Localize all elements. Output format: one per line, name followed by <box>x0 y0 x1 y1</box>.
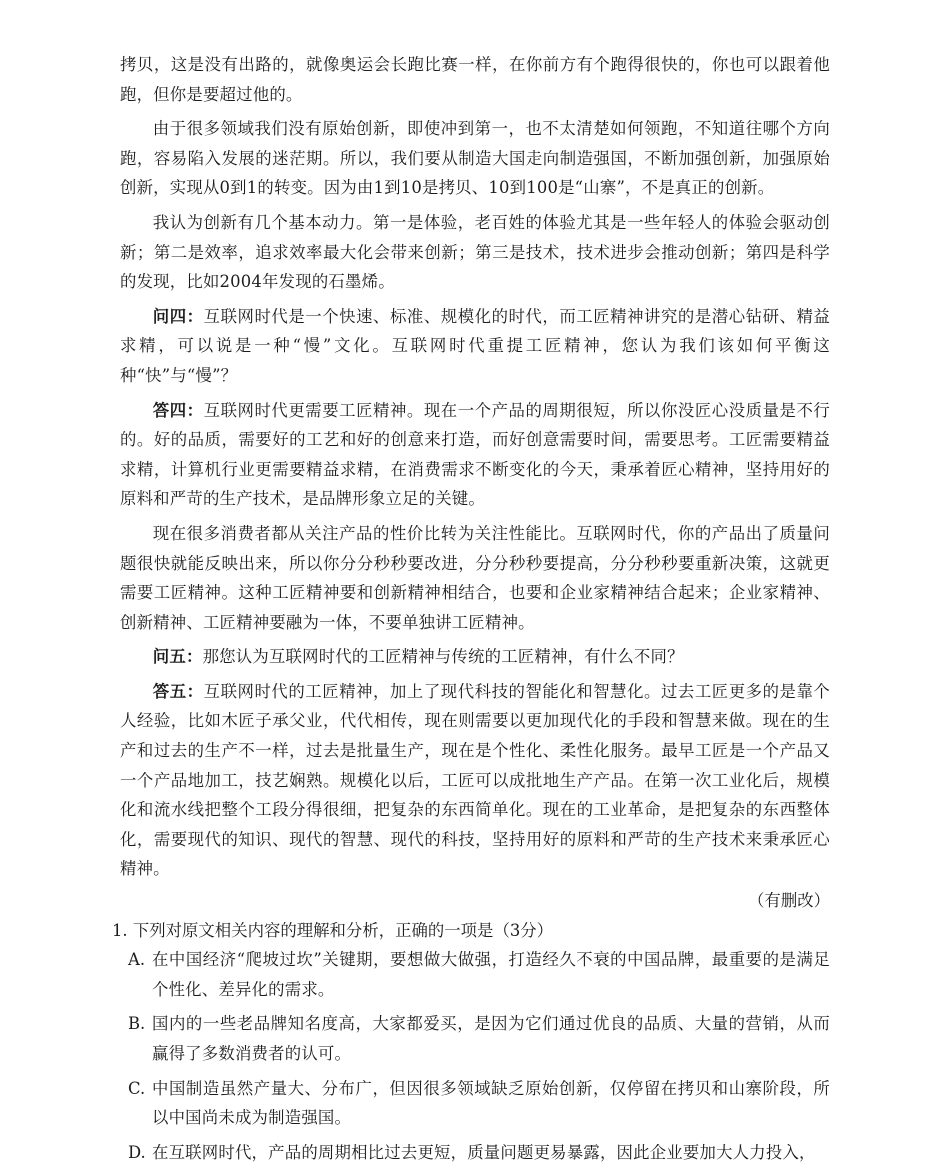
answer-4-label: 答四： <box>152 400 204 420</box>
answer-5-label: 答五： <box>152 681 204 701</box>
question-5-text: 那您认为互联网时代的工匠精神与传统的工匠精神，有什么不同？ <box>202 647 684 667</box>
question-4-text: 互联网时代是一个快速、标准、规模化的时代，而工匠精神讲究的是潜心钻研、精益求精，可以说是一种“慢”文化。互联网时代重提工匠精神，您认为我们该如何平衡这种“快”与“慢”？ <box>120 306 830 385</box>
source-note: （有删改） <box>748 891 830 911</box>
question-5-label: 问五： <box>152 647 203 667</box>
passage-paragraph-4: 现在很多消费者都从关注产品的性价比转为关注性能比。互联网时代，你的产品出了质量问题很快就能反映出来，所以你分分秒秒要改进，分分秒秒要提高，分分秒秒要重新决策，这就更需要工匠精神。这种工匠精神要和创新精神相结合，也要和企业家精神结合起来；企业家精神、创新精神、工匠精神要融为一体，不要单独讲工匠精神。 <box>120 523 830 632</box>
option-a-letter: A. <box>128 950 146 970</box>
interview-answer-5 <box>120 677 830 884</box>
option-d-letter: D. <box>128 1142 146 1162</box>
option-b[interactable] <box>128 1009 830 1068</box>
answer-4-text: 互联网时代更需要工匠精神。现在一个产品的周期很短，所以你没匠心没质量是不行的。好的品质，需要好的工艺和好的创意来打造，而好创意需要时间，需要思考。工匠需要精益求精，计算机行业更需要精益求精，在消费需求不断变化的今天，秉承着匠心精神，坚持用好的原料和严苛的生产技术，是品牌形象立足的关键。 <box>120 400 830 509</box>
question-4-label: 问四： <box>152 306 204 326</box>
interview-answer-4 <box>120 396 830 514</box>
exam-page <box>112 50 830 1172</box>
option-a[interactable] <box>128 945 830 1004</box>
interview-question-4 <box>120 302 830 391</box>
answer-5-text: 互联网时代的工匠精神，加上了现代科技的智能化和智慧化。过去工匠更多的是靠个人经验，比如木匠子承父业，代代相传，现在则需要以更加现代化的手段和智慧来做。现在的生产和过去的生产不一样，过去是批量生产，现在是个性化、柔性化服务。最早工匠是一个产品又一个产品地加工，技艺娴熟。规模化以后，工匠可以成批地生产产品。在第一次工业化后，规模化和流水线把整个工段分得很细，把复杂的东西简单化。现在的工业革命，是把复杂的东西整体化，需要现代的知识、现代的智慧、现代的科技，坚持用好的原料和严苛的生产技术来秉承匠心精神。 <box>120 681 830 879</box>
option-d-text: 在互联网时代，产品的周期相比过去更短，质量问题更易暴露，因此企业要加大人力投入， <box>152 1142 816 1162</box>
option-d[interactable] <box>128 1138 830 1168</box>
option-c[interactable] <box>128 1074 830 1133</box>
passage-paragraph-2: 由于很多领域我们没有原始创新，即使冲到第一，也不太清楚如何领跑，不知道往哪个方向跑，容易陷入发展的迷茫期。所以，我们要从制造大国走向制造强国，不断加强创新，加强原始创新，实现从0到1的转变。因为由1到10是拷贝、10到100是“山寨”，不是真正的创新。 <box>120 119 830 198</box>
question-1-stem: 1. 下列对原文相关内容的理解和分析，正确的一项是（3分） <box>112 920 554 940</box>
option-c-letter: C. <box>128 1078 146 1098</box>
option-c-text: 中国制造虽然产量大、分布广，但因很多领域缺乏原始创新，仅停留在拷贝和山寨阶段，所以中国尚未成为制造强国。 <box>152 1078 830 1128</box>
interview-question-5 <box>120 642 830 672</box>
option-a-text: 在中国经济“爬坡过坎”关键期，要想做大做强，打造经久不衰的中国品牌，最重要的是满足个性化、差异化的需求。 <box>152 950 830 999</box>
option-b-text: 国内的一些老品牌知名度高，大家都爱买，是因为它们通过优良的品质、大量的营销，从而赢得了多数消费者的认可。 <box>152 1014 830 1063</box>
passage-paragraph-1: 拷贝，这是没有出路的，就像奥运会长跑比赛一样，在你前方有个跑得很快的，你也可以跟着他跑，但你是要超过他的。 <box>120 55 830 104</box>
passage-paragraph-3: 我认为创新有几个基本动力。第一是体验，老百姓的体验尤其是一些年轻人的体验会驱动创新；第二是效率，追求效率最大化会带来创新；第三是技术，技术进步会推动创新；第四是科学的发现，比如2004年发现的石墨烯。 <box>120 212 830 292</box>
option-b-letter: B. <box>128 1014 146 1034</box>
